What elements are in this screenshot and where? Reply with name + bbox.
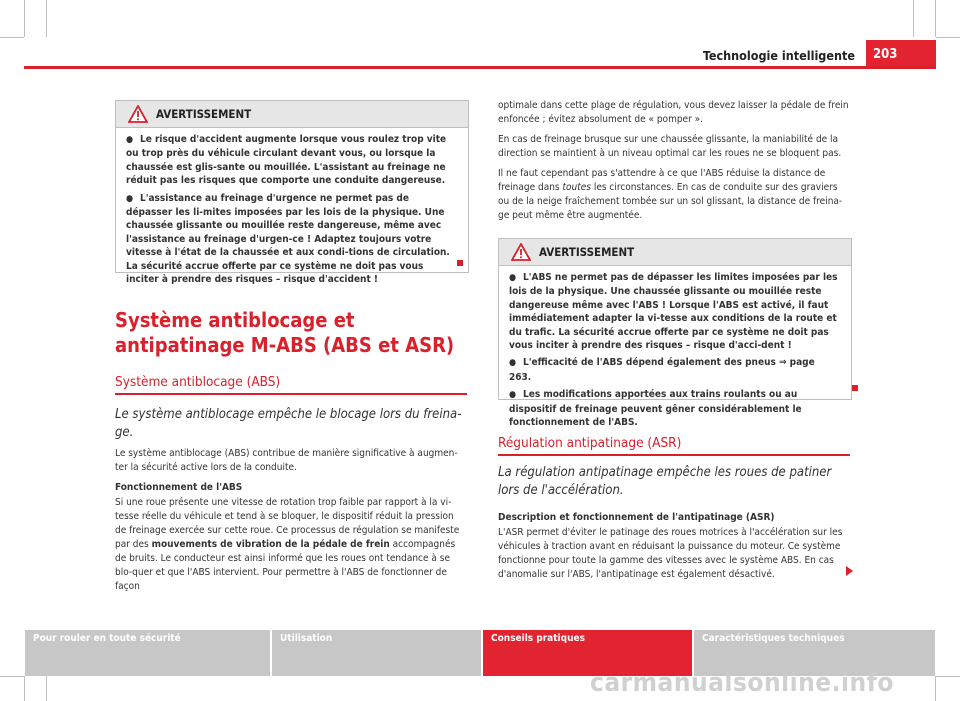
asr-intro: La régulation antipatinage empêche les roues de patiner lors de l'accélération. [498,465,832,498]
warning-item: ● Le risque d'accident augmente lorsque vous roulez trop vite ou trop près du véhicule circulant devant vous, ou lorsque la chaussée est glis-sante ou mouillée. L'assistant au freinage ne réduit pas les risques que comporte une conduite dangereuse. [126,134,447,187]
asr-paragraph-1: L'ASR permet d'éviter le patinage des roues motrices à l'accélération sur les véhicules à traction avant en réduisant la puissance du moteur. Ce système fonctionne pour toute la gamme des vitesses avec le système ABS. En cas d'anomalie sur l'ABS, l'antipatinage est également désactivé. [498,527,843,580]
abs-paragraph-1: Le système antiblocage (ABS) contribue de manière significative à augmen-ter la sécurité active lors de la conduite. [115,448,458,473]
footer-tab-usage[interactable]: Utilisation [272,630,481,676]
warning-box [498,238,852,429]
crop-mark [913,0,914,37]
end-marker-icon [852,385,858,391]
bullet-icon: ● [126,193,134,204]
warning-item: ● Les modifications apportées aux trains roulants ou au dispositif de freinage peuvent gêner considérablement le fonctionnement de l'ABS. [509,389,802,429]
crop-mark [935,0,936,37]
warning-icon [511,243,531,261]
page-reference-link[interactable]: ⇒ page 263. [509,357,815,383]
warning-box [115,100,469,286]
warning-title: AVERTISSEMENT [156,107,252,121]
crop-mark [46,676,47,701]
abs-paragraph-3: En cas de freinage brusque sur une chaussée glissante, la maniabilité de la direction se maintient à un niveau optimal car les roues ne se bloquent pas. [498,134,842,159]
heading-rule [115,393,467,395]
continue-arrow-icon [846,566,853,576]
end-marker-icon [457,260,463,266]
abs-heading: Système antiblocage (ABS) [115,374,281,390]
abs-paragraph-2: Si une roue présente une vitesse de rotation trop faible par rapport à la vi-tesse réelle du véhicule et tend à se bloquer, le dispositif réduit la pression de freinage exercée sur cette roue. Ce processus de régulation se manifeste par des mouvements de vibration de la pédale de frein accompagnés de bruits. Le conducteur est ainsi informé que les roues ont tendance à se blo-quer et que l'ABS intervient. Pour permettre à l'ABS de fonctionner de façon [115,497,460,592]
chapter-heading: Système antiblocage et antipatinage M-ABS (ABS et ASR) [115,308,455,357]
bullet-icon: ● [509,358,517,369]
heading-rule [498,454,850,456]
abs-text-continued [498,99,850,229]
footer-tab-practical-tips[interactable]: Conseils pratiques [483,630,692,676]
footer-tab-safety[interactable]: Pour rouler en toute sécurité [25,630,270,676]
footer-tab-technical-specs[interactable]: Caractéristiques techniques [694,630,935,676]
section-title: Technologie intelligente [702,48,855,63]
crop-mark [935,676,936,701]
crop-mark [0,37,24,38]
warning-icon [128,105,148,123]
abs-paragraph-4: Il ne faut cependant pas s'attendre à ce que l'ABS réduise la distance de freinage dans toutes les circonstances. En cas de conduite sur des graviers ou de la neige fraîchement tombée sur un sol glissant, la distance de freina-ge peut même être augmentée. [498,168,843,221]
crop-mark [46,0,47,37]
crop-mark [936,37,960,38]
bullet-icon: ● [509,273,517,283]
crop-mark [24,0,25,37]
asr-heading: Régulation antipatinage (ASR) [498,435,682,451]
abs-intro: Le système antiblocage empêche le blocage lors du freina-ge. [115,407,462,440]
asr-subheading: Description et fonctionnement de l'antipatinage (ASR) [498,512,775,523]
abs-text [115,447,467,600]
abs-subheading: Fonctionnement de l'ABS [115,482,243,493]
crop-mark [24,676,25,701]
bullet-icon: ● [509,390,517,401]
header-rule [24,66,936,69]
watermark: carmanualsonline.info [590,668,894,698]
warning-item: ● L'assistance au freinage d'urgence ne permet pas de dépasser les li-mites imposées par les lois de la physique. Une chaussée glissante ou mouillée reste dangereuse, même avec l'assistance au freinage d'urgen-ce ! Adaptez toujours votre vitesse à l'état de la chaussée et aux condi-tions de circulation. La sécurité accrue offerte par ce système ne doit pas vous inciter à prendre des risques – risque d'accident ! [126,192,450,286]
page-number: 203 [866,40,936,69]
abs-paragraph-cont: optimale dans cette plage de régulation, vous devez laisser la pédale de frein enfoncée ; évitez absolument de « pomper ». [498,100,849,125]
warning-header [499,239,851,266]
bullet-icon: ● [126,135,134,145]
crop-mark [0,676,24,677]
warning-title: AVERTISSEMENT [539,245,635,259]
crop-mark [936,676,960,677]
warning-item: ● L'efficacité de l'ABS dépend également des pneus ⇒ page 263. [509,357,815,383]
warning-item: ● L'ABS ne permet pas de dépasser les limites imposées par les lois de la physique. Une chaussée glissante ou mouillée reste dangereuse même avec l'ABS ! Lorsque l'ABS est activé, il faut immédiatement adapter la vi-tesse aux conditions de la route et du trafic. La sécurité accrue offerte par ce système ne doit pas vous inciter à prendre des risques – risque d'acci-dent ! [509,272,838,352]
warning-header [116,101,468,128]
asr-text [498,511,850,588]
